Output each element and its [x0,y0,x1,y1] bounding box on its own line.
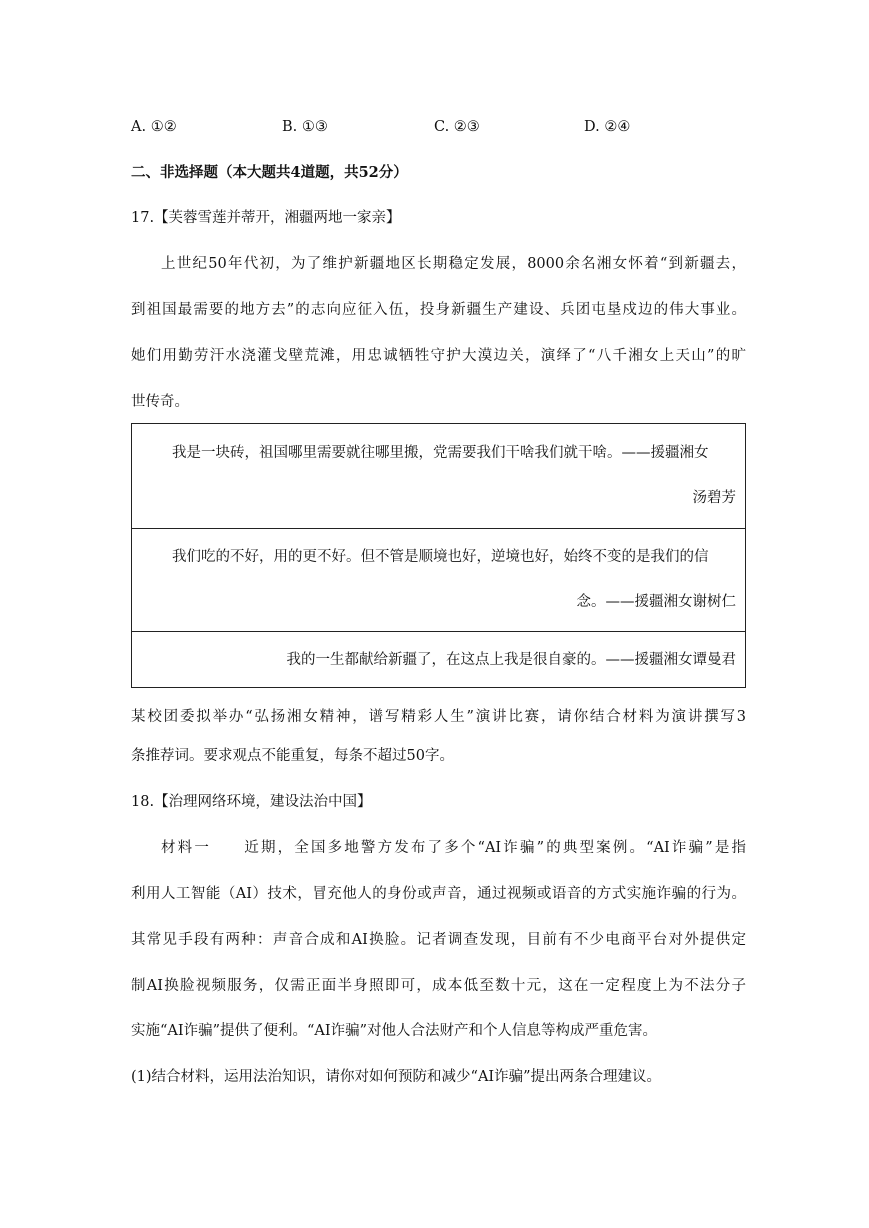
q17-paragraph-line: 世传奇。 [131,394,189,410]
q17-paragraph-line: 上世纪50年代初，为了维护新疆地区长期稳定发展，8000余名湘女怀着“到新疆去， [161,256,746,272]
quote-text: 我的一生都献给新疆了，在这点上我是很自豪的。——援疆湘女谭曼君 [286,652,736,668]
quote-attribution: 汤碧芳 [692,490,736,506]
question-18-title: 18.【治理网络环境，建设法治中国】 [131,794,372,810]
q18-subquestion-1: (1)结合材料，运用法治知识，请你对如何预防和减少“AI诈骗”提出两条合理建议。 [131,1069,662,1085]
q17-paragraph-line: 到祖国最需要的地方去”的志向应征入伍，投身新疆生产建设、兵团屯垦戍边的伟大事业。 [131,302,746,318]
quote-text: 我是一块砖，祖国哪里需要就往哪里搬，党需要我们干啥我们就干啥。——援疆湘女 [172,445,709,461]
quote-row [132,424,745,528]
q17-task-line: 条推荐词。要求观点不能重复，每条不超过50字。 [131,748,454,764]
quote-row [132,528,745,631]
option-a: A. ①② [131,119,177,135]
quote-text: 我们吃的不好，用的更不好。但不管是顺境也好，逆境也好，始终不变的是我们的信 [172,549,709,565]
option-b: B. ①③ [282,119,328,135]
q18-material-line: 利用人工智能（AI）技术，冒充他人的身份或声音，通过视频或语音的方式实施诈骗的行为。 [131,886,746,902]
q17-task-line: 某校团委拟举办“弘扬湘女精神，谱写精彩人生”演讲比赛，请你结合材料为演讲撰写3 [131,709,746,725]
quotes-table [131,423,746,688]
q17-paragraph-line: 她们用勤劳汗水浇灌戈壁荒滩，用忠诚牺牲守护大漠边关，演绎了“八千湘女上天山”的旷 [131,348,746,364]
q18-material-line: 实施“AI诈骗”提供了便利。“AI诈骗”对他人合法财产和个人信息等构成严重危害。 [131,1023,658,1039]
question-17-title: 17.【芙蓉雪莲并蒂开，湘疆两地一家亲】 [131,210,401,226]
option-d: D. ②④ [584,119,631,135]
section-heading: 二、非选择题（本大题共4道题，共52分） [131,164,408,181]
quote-attribution: 念。——援疆湘女谢树仁 [576,594,736,610]
answer-options-row [131,117,746,137]
q18-material-line: 材料一 近期，全国多地警方发布了多个“AI诈骗”的典型案例。“AI诈骗”是指 [161,840,746,856]
q18-material-line: 其常见手段有两种：声音合成和AI换脸。记者调查发现，目前有不少电商平台对外提供定 [131,932,746,948]
option-c: C. ②③ [434,119,480,135]
quote-row [132,631,745,687]
q18-material-line: 制AI换脸视频服务，仅需正面半身照即可，成本低至数十元，这在一定程度上为不法分子 [131,978,746,994]
